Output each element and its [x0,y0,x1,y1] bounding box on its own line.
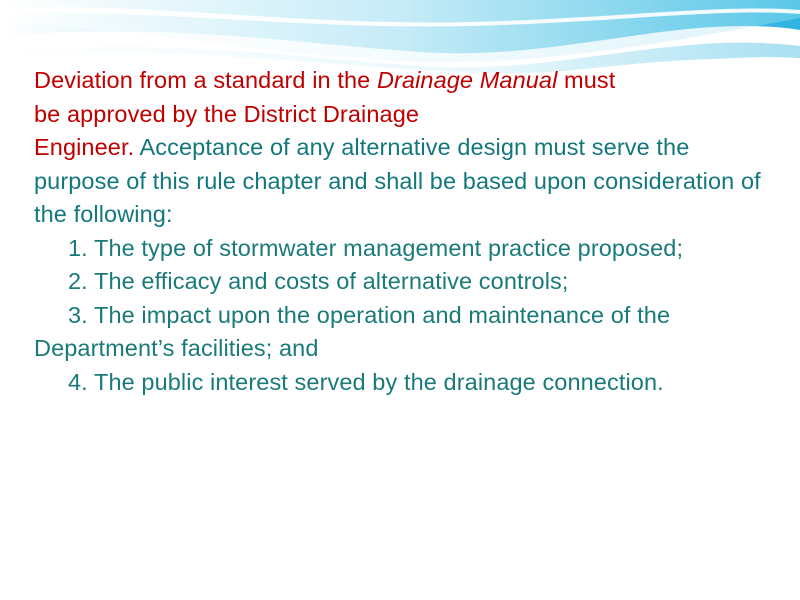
paragraph-intro [34,64,772,232]
list-item-3-text: 3. The impact upon the operation and maintenance of the Department’s facilities; and [34,301,671,361]
body-paragraph-1: Acceptance of any alternative design must serve the purpose of this rule chapter and shall be based upon consideration of the following: [34,134,761,227]
list-item-2 [34,265,772,299]
list-item-1 [34,232,772,266]
intro-text-b: must [557,67,616,93]
list-item-1-text: 1. The type of stormwater management practice proposed; [68,234,684,261]
list-item-4-text: 4. The public interest served by the drainage connection. [68,368,664,395]
intro-manual-title: Drainage Manual [376,67,558,93]
intro-line-3: Engineer. [34,134,135,160]
list-item-3 [34,299,772,366]
intro-line-2: be approved by the District Drainage [34,100,420,127]
list-item-4 [34,366,772,400]
list-item-2-text: 2. The efficacy and costs of alternative controls; [68,268,569,294]
intro-text-a: Deviation from a standard in the [34,67,377,93]
slide-body [34,64,772,399]
